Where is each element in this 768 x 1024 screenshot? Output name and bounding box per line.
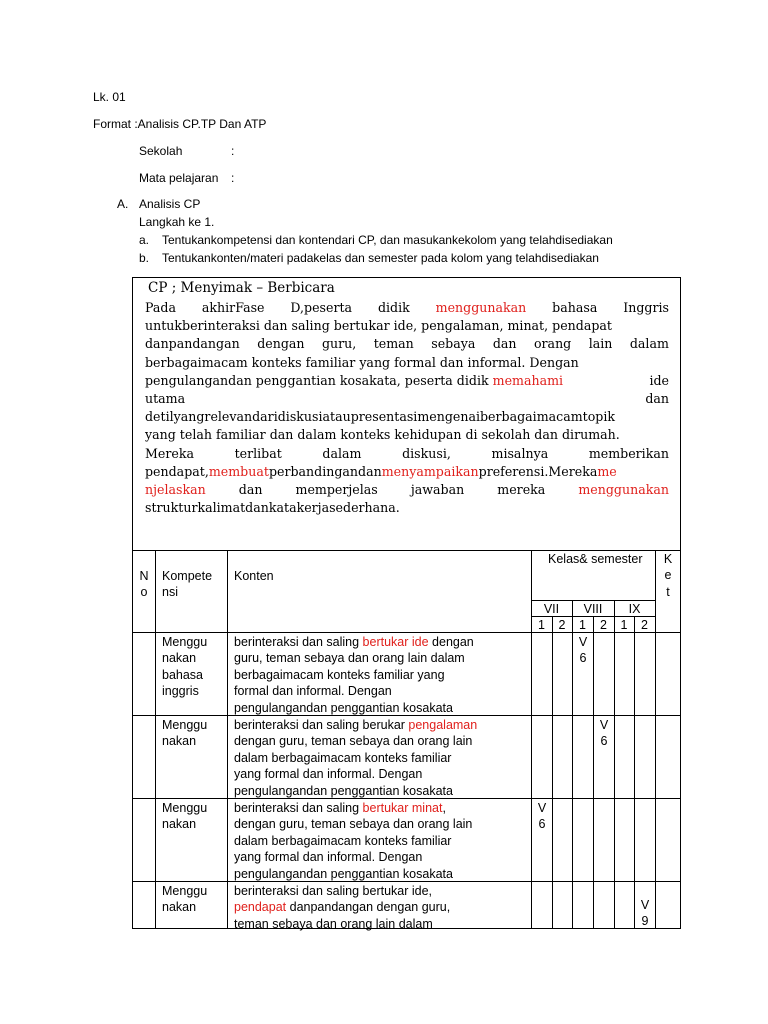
school-label: Sekolah xyxy=(139,144,183,158)
cp-line: untukberinteraksi dan saling bertukar ide, pengalaman, minat, pendapat xyxy=(145,318,612,334)
cp-line: strukturkalimatdankatakerjasederhana. xyxy=(145,500,400,516)
header-semester: 2 xyxy=(641,618,648,632)
header-ket: K e t xyxy=(663,552,673,599)
subject-label: Mata pelajaran xyxy=(139,171,219,185)
cp-title: CP ; Menyimak – Berbicara xyxy=(148,280,335,296)
cp-line: danpandangan dengan guru, teman sebaya dan orang lain dalam xyxy=(145,336,669,352)
cp-line: berbagaimacam konteks familiar yang formal dan informal. Dengan xyxy=(145,354,579,370)
check-mark: V 6 xyxy=(578,635,588,666)
table-row-kompetensi: Menggu nakan xyxy=(162,718,208,749)
header-kelas-semester: Kelas& semester xyxy=(548,552,643,566)
table-row-kompetensi: Menggu nakan bahasa inggris xyxy=(162,635,208,699)
cp-paragraph xyxy=(145,299,669,517)
table-row-konten: berinteraksi dan saling bertukar minat, dengan guru, teman sebaya dan orang lain dalam berbagaimacam konteks familiar yang formal dan informal. Dengan pengulangandan penggantian kosakata xyxy=(234,801,473,881)
instruction-item: Tentukankompetensi dan kontendari CP, dan masukankekolom yang telahdisediakan xyxy=(162,233,613,247)
cp-line: Mereka terlibat dalam diskusi, misalnya memberikan xyxy=(145,445,669,461)
header-class-ix: IX xyxy=(628,602,641,616)
table-row-konten: berinteraksi dan saling bertukar ide dengan guru, teman sebaya dan orang lain dalam berbagaimacam konteks familiar yang formal dan informal. Dengan pengulangandan penggantian kosakata xyxy=(234,635,474,715)
header-semester: 1 xyxy=(620,618,628,632)
table-row-konten: berinteraksi dan saling berukar pengalaman dengan guru, teman sebaya dan orang lain dalam berbagaimacam konteks familiar yang formal dan informal. Dengan pengulangandan penggantian kosakata xyxy=(234,718,478,798)
section-title: Analisis CP xyxy=(139,197,201,211)
table-row-kompetensi: Menggu nakan xyxy=(162,884,208,915)
header-class-vii: VII xyxy=(543,602,560,616)
cp-line: yang telah familiar dan dalam konteks kehidupan di sekolah dan dirumah. xyxy=(145,427,620,443)
header-class-viii: VIII xyxy=(583,602,603,616)
item-marker: a. xyxy=(139,233,150,247)
cp-line: pendapat, membuat perbandingandan menyampaikan preferensi.Mereka me xyxy=(145,463,617,479)
check-mark: V 6 xyxy=(537,801,547,832)
table-row-kompetensi: Menggu nakan xyxy=(162,801,208,832)
header-semester: 1 xyxy=(538,618,545,632)
school-colon: : xyxy=(231,144,235,158)
item-marker: b. xyxy=(139,251,150,265)
subject-colon: : xyxy=(231,171,235,185)
cp-line: Pada akhirFase D,peserta didik menggunakan bahasa Inggris xyxy=(145,300,669,315)
header-kompetensi: Kompete nsi xyxy=(162,569,213,600)
step-label: Langkah ke 1. xyxy=(139,215,215,229)
header-no: N o xyxy=(139,569,149,600)
check-mark: V 6 xyxy=(599,718,609,749)
format-title: Format :Analisis CP.TP Dan ATP xyxy=(93,117,267,131)
header-semester: 2 xyxy=(558,618,566,632)
instruction-item: Tentukankonten/materi padakelas dan semester pada kolom yang telahdisediakan xyxy=(162,251,599,265)
header-semester: 1 xyxy=(579,618,586,632)
cp-line: njelaskan dan memperjelas jawaban mereka menggunakan xyxy=(145,482,669,498)
doc-code: Lk. 01 xyxy=(93,90,126,104)
header-semester: 2 xyxy=(600,618,607,632)
cp-line: pengulangandan penggantian kosakata, peserta didik memahami ide xyxy=(145,372,669,388)
section-marker: A. xyxy=(117,197,129,211)
check-mark: V 9 xyxy=(640,898,650,929)
cp-line: detilyangrelevandaridiskusiataupresentasimengenaiberbagaimacamtopik xyxy=(145,409,616,425)
header-konten: Konten xyxy=(234,569,274,583)
table-row-konten: berinteraksi dan saling bertukar ide, pendapat danpandangan dengan guru, teman sebaya dan orang lain dalam xyxy=(234,884,451,931)
cp-line: utama dan xyxy=(145,391,669,407)
